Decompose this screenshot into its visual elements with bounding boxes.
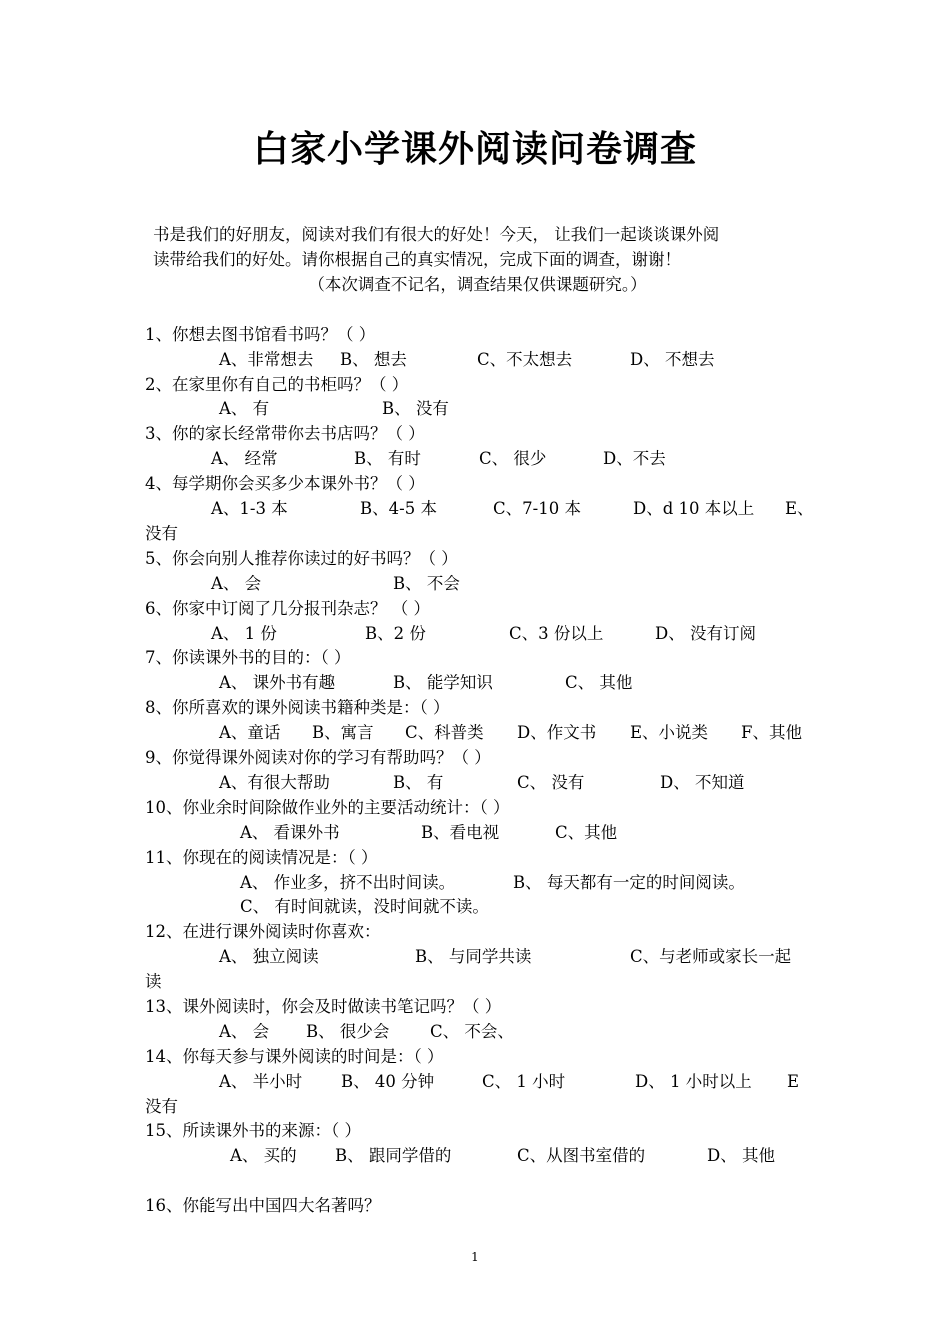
question-6-options — [145, 622, 810, 647]
option-b[interactable]: B、 没有 — [382, 399, 449, 419]
question-15: 15、所读课外书的来源：（ ） — [145, 1121, 361, 1141]
option-a[interactable]: A、 课外书有趣 — [219, 673, 336, 693]
option-b[interactable]: B、 跟同学借的 — [335, 1146, 452, 1166]
option-d[interactable]: D、作文书 — [517, 723, 597, 743]
option-d[interactable]: D、 不知道 — [660, 772, 745, 792]
option-c[interactable]: C、 很少 — [479, 449, 547, 469]
option-a[interactable]: A、非常想去 — [219, 349, 314, 369]
option-c[interactable]: C、科普类 — [405, 723, 484, 743]
option-c[interactable]: C、与老师或家长一起 — [630, 947, 792, 967]
option-d[interactable]: D、 没有订阅 — [655, 623, 756, 643]
option-c[interactable]: C、不太想去 — [477, 349, 573, 369]
option-b[interactable]: B、看电视 — [421, 822, 500, 842]
question-3-options — [145, 447, 810, 472]
question-13-options — [145, 1020, 810, 1045]
option-e-text: 没有 — [145, 1096, 178, 1116]
intro-note: （本次调查不记名，调查结果仅供课题研究。） — [308, 274, 647, 294]
option-a[interactable]: A、 经常 — [211, 449, 278, 469]
option-a[interactable]: A、童话 — [219, 723, 281, 743]
page-number: 1 — [471, 1250, 479, 1264]
question-10-options — [145, 821, 810, 846]
option-d[interactable]: D、不去 — [603, 449, 666, 469]
option-c-text: 读 — [145, 972, 162, 992]
option-e-text: 没有 — [145, 523, 178, 543]
option-c[interactable]: C、7-10 本 — [493, 499, 581, 519]
question-14: 14、你每天参与课外阅读的时间是：（ ） — [145, 1046, 444, 1066]
option-b[interactable]: B、寓言 — [312, 723, 374, 743]
option-d[interactable]: D、 1 小时以上 — [635, 1071, 752, 1091]
survey-body — [145, 223, 814, 1219]
question-1-options — [145, 348, 810, 373]
option-c[interactable]: C、 不会、 — [430, 1021, 514, 1041]
question-11-options-2 — [145, 895, 810, 920]
question-13: 13、课外阅读时，你会及时做读书笔记吗？（ ） — [145, 996, 502, 1016]
page-title: 白家小学课外阅读问卷调查 — [252, 129, 697, 170]
question-4: 4、每学期你会买多少本课外书？（ ） — [145, 474, 425, 494]
option-d[interactable]: D、d 10 本以上 — [633, 499, 755, 519]
question-8-options — [145, 721, 810, 746]
question-7: 7、你读课外书的目的：（ ） — [145, 648, 351, 668]
question-10: 10、你业余时间除做作业外的主要活动统计：（ ） — [145, 797, 510, 817]
option-d[interactable]: D、 其他 — [707, 1146, 775, 1166]
option-e[interactable]: E、 — [785, 499, 814, 519]
question-3: 3、你的家长经常带你去书店吗？（ ） — [145, 424, 425, 444]
question-16: 16、你能写出中国四大名著吗？ — [145, 1196, 381, 1216]
question-12-options — [145, 945, 810, 970]
option-c[interactable]: C、 有时间就读，没时间就不读。 — [240, 897, 489, 917]
intro — [145, 223, 810, 298]
option-b[interactable]: B、 不会 — [393, 573, 460, 593]
option-a[interactable]: A、有很大帮助 — [219, 772, 330, 792]
intro-line: 读带给我们的好处。请你根据自己的真实情况，完成下面的调查，谢谢！ — [153, 249, 681, 269]
option-b[interactable]: B、 40 分钟 — [341, 1071, 435, 1091]
option-c[interactable]: C、其他 — [555, 822, 618, 842]
option-c[interactable]: C、 1 小时 — [482, 1071, 566, 1091]
option-b[interactable]: B、 很少会 — [306, 1021, 390, 1041]
question-2: 2、在家里你有自己的书柜吗？（ ） — [145, 374, 409, 394]
question-6: 6、你家中订阅了几分报刊杂志？ （ ） — [145, 598, 430, 618]
option-a[interactable]: A、 半小时 — [219, 1071, 303, 1091]
option-e[interactable]: E — [787, 1071, 800, 1091]
option-c[interactable]: C、 其他 — [565, 673, 633, 693]
option-b[interactable]: B、2 份 — [365, 623, 426, 643]
question-7-options — [145, 671, 810, 696]
option-c[interactable]: C、3 份以上 — [509, 623, 604, 643]
question-1: 1、你想去图书馆看书吗？（ ） — [145, 324, 376, 344]
question-9: 9、你觉得课外阅读对你的学习有帮助吗？（ ） — [145, 748, 491, 767]
question-11: 11、你现在的阅读情况是：（ ） — [145, 847, 378, 867]
option-a[interactable]: A、 买的 — [230, 1146, 297, 1166]
option-c[interactable]: C、从图书室借的 — [517, 1146, 646, 1166]
option-b[interactable]: B、 与同学共读 — [415, 947, 532, 967]
option-c[interactable]: C、 没有 — [517, 772, 585, 792]
option-a[interactable]: A、 作业多，挤不出时间读。 — [240, 872, 456, 892]
question-11-options — [145, 871, 810, 896]
option-e[interactable]: E、小说类 — [630, 723, 709, 743]
option-a[interactable]: A、 看课外书 — [240, 822, 340, 842]
question-2-options — [145, 397, 810, 422]
intro-line: 书是我们的好朋友，阅读对我们有很大的好处！今天， 让我们一起谈谈课外阅 — [153, 225, 720, 244]
question-12: 12、在进行课外阅读时你喜欢： — [145, 922, 381, 942]
option-f[interactable]: F、其他 — [741, 723, 802, 743]
option-b[interactable]: B、 想去 — [340, 349, 407, 369]
option-b[interactable]: B、4-5 本 — [360, 499, 437, 519]
question-9-options — [145, 771, 810, 796]
option-a[interactable]: A、 会 — [211, 573, 262, 593]
question-15-options — [145, 1144, 810, 1169]
option-a[interactable]: A、 有 — [219, 399, 270, 419]
question-8: 8、你所喜欢的课外阅读书籍种类是：（ ） — [145, 698, 450, 718]
option-b[interactable]: B、 能学知识 — [393, 673, 493, 693]
option-a[interactable]: A、 1 份 — [211, 623, 277, 643]
option-b[interactable]: B、 有 — [393, 772, 444, 792]
question-4-options — [145, 497, 814, 522]
option-d[interactable]: D、 不想去 — [630, 349, 715, 369]
option-a[interactable]: A、1-3 本 — [211, 499, 288, 519]
option-b[interactable]: B、 每天都有一定的时间阅读。 — [513, 872, 745, 892]
question-14-options — [145, 1070, 810, 1095]
option-a[interactable]: A、 独立阅读 — [219, 947, 319, 967]
question-5: 5、你会向别人推荐你读过的好书吗？（ ） — [145, 548, 458, 568]
option-b[interactable]: B、 有时 — [354, 449, 421, 469]
option-a[interactable]: A、 会 — [219, 1021, 270, 1041]
question-5-options — [145, 572, 810, 597]
